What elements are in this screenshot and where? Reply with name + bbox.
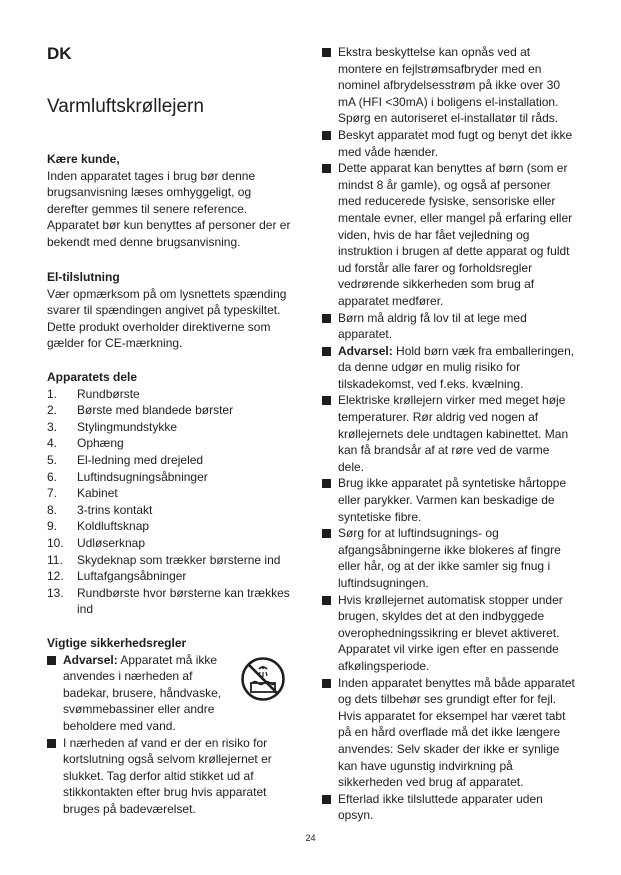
parts-item [47,419,295,436]
parts-item-label: Skydeknap som trækker børsterne ind [77,552,281,567]
square-bullet-icon [322,479,331,488]
parts-item-label: Udløserknap [77,535,146,550]
parts-item [47,402,295,419]
parts-item-number: 4. [47,436,58,451]
square-bullet-icon [322,48,331,57]
el-section [47,269,295,352]
safety-item-text: Efterlad ikke tilsluttede apparater uden opsyn. [338,791,543,823]
safety-item [322,392,575,475]
safety-heading: Vigtige sikkerhedsregler [47,636,187,650]
square-bullet-icon [322,347,331,356]
parts-item-label: Koldluftsknap [77,519,150,534]
el-heading: El-tilslutning [47,270,120,284]
parts-item-number: 12. [47,569,64,584]
intro-heading: Kære kunde, [47,152,120,166]
parts-item-label: Luftindsugningsåbninger [77,469,208,484]
safety-item-text: Elektriske krøllejern virker med meget høje temperaturer. Rør aldrig ved nogen af krøllejernets dele undtagen kabinettet. Man kan få brandsår af at røre ved de varme dele. [338,393,569,474]
warning-label: Advarsel: [63,652,118,667]
safety-item [47,735,295,818]
parts-item-number: 7. [47,486,58,501]
square-bullet-icon [322,596,331,605]
square-bullet-icon [322,529,331,538]
language-code: DK [47,44,72,63]
parts-item [47,469,295,486]
safety-list-right [322,44,575,824]
safety-item-text: Ekstra beskyttelse kan opnås ved at montere en fejlstrømsafbryder med en nominel afbrydelsesstrøm på ikke over 30 mA (HFI <30mA) i boligens el-installation. Spørg en autoriseret el-installatør til råds. [338,45,561,126]
parts-item-label: Kabinet [77,486,118,501]
parts-item-number: 13. [47,585,64,600]
page-number: 24 [305,833,316,843]
square-bullet-icon [322,164,331,173]
parts-item [47,568,295,585]
parts-item [47,518,295,535]
safety-item-text: Hvis krøllejernet automatisk stopper under brugen, skyldes det at den indbyggede overophedningssikring er blevet aktiveret. Apparatet vil virke igen efter en passende afkølingsperiode. [338,592,563,673]
safety-item [322,675,575,791]
parts-item-label: El-ledning med drejeled [77,452,204,467]
parts-item [47,435,295,452]
parts-section [47,369,295,618]
safety-item [322,310,575,343]
parts-heading: Apparatets dele [47,370,138,384]
page-title: Varmluftskrøllejern [47,95,204,117]
safety-item [322,44,575,127]
square-bullet-icon [322,314,331,323]
square-bullet-icon [47,656,56,665]
warning-label: Advarsel: [338,343,393,358]
safety-item-text: Inden apparatet benyttes må både apparatet og dets tilbehør ses grundigt efter for fejl. Hvis apparatet for eksempel har været tabt på en hård overflade må det ikke længere anvendes: Selv skader der ikke er synlige kan have ugunstig indvirkning på sikkerheden ved brug af apparatet. [338,675,575,790]
parts-item-label: Ophæng [77,436,124,451]
parts-item [47,585,295,618]
parts-item-label: Stylingmundstykke [77,419,178,434]
square-bullet-icon [47,739,56,748]
intro-text: Inden apparatet tages i brug bør denne brugsanvisning læses omhyggeligt, og derefter gemmes til senere reference. Apparatet bør kun benyttes af personer der er bekendt med denne brugsanvisning. [47,168,291,249]
square-bullet-icon [322,679,331,688]
parts-item-number: 9. [47,519,58,534]
parts-item-number: 1. [47,386,58,401]
safety-item [322,160,575,309]
safety-item-text: Sørg for at luftindsugnings- og afgangsåbningerne ikke blokeres af fingre eller hår, og at der ikke samler sig fnug i luftindsugningen. [338,526,561,590]
safety-item-text: Apparatet må ikke anvendes i nærheden af badekar, brusere, håndvaske, svømmebassiner eller andre beholdere med vand. [63,652,222,733]
parts-item-number: 8. [47,502,58,517]
intro-section [47,151,295,251]
parts-item-label: Børste med blandede børster [77,403,234,418]
square-bullet-icon [322,795,331,804]
parts-item [47,386,295,403]
parts-item-number: 11. [47,552,63,567]
safety-item-text: Beskyt apparatet mod fugt og benyt det ikke med våde hænder. [338,127,573,159]
parts-item [47,502,295,519]
parts-item-number: 10. [47,535,64,550]
parts-item-number: 3. [47,419,58,434]
safety-item-text: I nærheden af vand er der en risiko for kortslutning også selvom krøllejernet er slukket. Tag derfor altid stikket ud af stikkontakten efter brug hvis apparatet bruges på badeværelset. [63,735,272,816]
parts-item-label: 3-trins kontakt [77,502,153,517]
parts-item-number: 2. [47,403,58,418]
safety-item [322,525,575,591]
safety-item-text: Børn må aldrig få lov til at lege med apparatet. [338,310,527,342]
parts-item [47,485,295,502]
parts-item-number: 6. [47,469,58,484]
parts-item-label: Rundbørste hvor børsterne kan trækkes ind [77,585,290,617]
safety-item-text: Brug ikke apparatet på syntetiske hårtoppe eller parykker. Varmen kan beskadige de syntetiske fibre. [338,476,567,524]
el-text: Vær opmærksom på om lysnettets spænding svarer til spændingen angivet på typeskiltet. Dette produkt overholder direktiverne som gælder for CE-mærkning. [47,286,287,351]
square-bullet-icon [322,131,331,140]
safety-item-text: Hold børn væk fra emballeringen, da denne udgør en mulig risiko for tilskadekomst, ved f.eks. kvælning. [338,343,575,391]
parts-item [47,535,295,552]
safety-item [322,791,575,824]
parts-item-label: Luftafgangsåbninger [77,569,187,584]
no-water-bath-icon [240,656,286,702]
parts-item [47,552,295,569]
safety-item [322,343,575,393]
parts-list [47,386,295,618]
safety-item [322,475,575,525]
safety-item [322,127,575,160]
parts-item [47,452,295,469]
parts-item-number: 5. [47,452,58,467]
safety-item-text: Dette apparat kan benyttes af børn (som er mindst 8 år gamle), og også af personer med reducerede fysiske, sensoriske eller mentale evner, eller mangel på erfaring eller viden, hvis de har fået vejledning og instruktion i brugen af dette apparat og fuldt ud forstår alle farer og forholdsregler vedrørende sikkerheden som brug af apparatet medfører. [338,161,573,308]
square-bullet-icon [322,396,331,405]
safety-item [322,592,575,675]
right-column [322,44,575,824]
parts-item-label: Rundbørste [77,386,140,401]
